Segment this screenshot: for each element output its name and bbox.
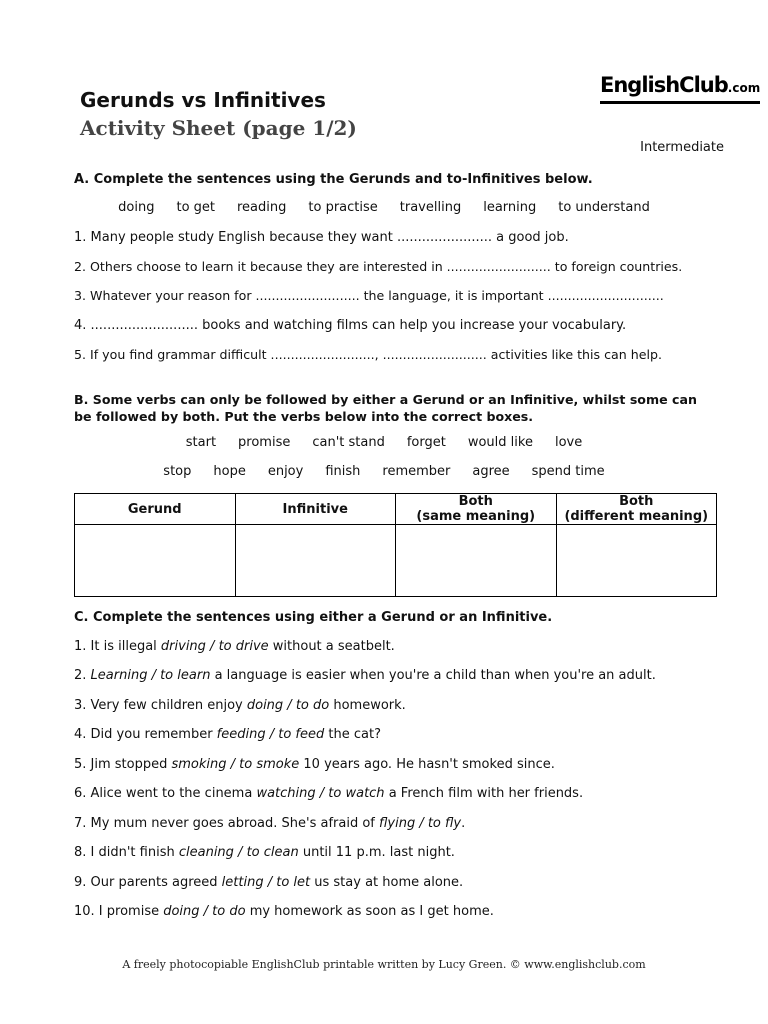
level-label: Intermediate: [640, 140, 724, 155]
page-subtitle: Activity Sheet (page 1/2): [80, 116, 357, 140]
verb-item: enjoy: [267, 464, 304, 479]
answer-options: letting / to let: [221, 875, 311, 890]
answer-options: smoking / to smoke: [171, 757, 300, 772]
footer-credit: A freely photocopiable EnglishClub printable written by Lucy Green. © www.englishclub.com: [122, 958, 646, 971]
section-c-sentence: 3. Very few children enjoy doing / to do homework.: [74, 698, 406, 713]
word-bank-item: reading: [237, 200, 287, 215]
section-c-sentence: 6. Alice went to the cinema watching / to watch a French film with her friends.: [74, 786, 584, 801]
page-title: Gerunds vs Infinitives: [80, 88, 326, 112]
section-c-sentence: 1. It is illegal driving / to drive without a seatbelt.: [74, 639, 395, 654]
section-a-sentence: 3. Whatever your reason for .......................... the language, it is important .............................: [74, 288, 664, 303]
verb-item: start: [185, 435, 217, 450]
section-c-sentence: 2. Learning / to learn a language is easier when you're a child than when you're an adult.: [74, 668, 656, 683]
section-c-heading: C. Complete the sentences using either a Gerund or an Infinitive.: [74, 610, 553, 625]
section-c-sentence: 10. I promise doing / to do my homework as soon as I get home.: [74, 904, 494, 919]
word-bank-item: travelling: [399, 200, 462, 215]
section-a-word-bank: [0, 200, 768, 215]
verb-item: stop: [163, 464, 192, 479]
answer-box-both-same[interactable]: [396, 525, 557, 597]
answer-options: flying / to fly: [379, 816, 462, 831]
section-b-word-bank-row1: [0, 435, 768, 450]
answer-options: watching / to watch: [256, 786, 385, 801]
word-bank-item: to practise: [308, 200, 378, 215]
section-c-sentence: 9. Our parents agreed letting / to let us stay at home alone.: [74, 875, 464, 890]
word-bank-item: to get: [176, 200, 215, 215]
verb-item: forget: [406, 435, 446, 450]
answer-box-infinitive[interactable]: [235, 525, 396, 597]
word-bank-item: to understand: [558, 200, 650, 215]
verb-sorting-table: [74, 493, 717, 597]
answer-options: driving / to drive: [160, 639, 269, 654]
column-header-infinitive: Infinitive: [235, 494, 396, 525]
column-header-both-same: Both (same meaning): [396, 494, 557, 525]
answer-options: Learning / to learn: [90, 668, 211, 683]
section-b-instruction-line: B. Some verbs can only be followed by either a Gerund or an Infinitive, whilst some can: [74, 392, 697, 407]
verb-item: spend time: [531, 464, 605, 479]
answer-options: doing / to do: [246, 698, 330, 713]
section-c-sentence: 8. I didn't finish cleaning / to clean until 11 p.m. last night.: [74, 845, 455, 860]
verb-item: agree: [472, 464, 510, 479]
answer-box-gerund[interactable]: [75, 525, 236, 597]
verb-item: promise: [238, 435, 291, 450]
verb-item: remember: [382, 464, 451, 479]
section-b-instruction-line: be followed by both. Put the verbs below into the correct boxes.: [74, 409, 534, 424]
section-a-sentence: 5. If you find grammar difficult .........................., .......................... activities like this can help.: [74, 347, 662, 362]
verb-item: would like: [467, 435, 533, 450]
column-header-both-different: Both (different meaning): [556, 494, 717, 525]
section-b-word-bank-row2: [0, 464, 768, 479]
column-header-gerund: Gerund: [75, 494, 236, 525]
table-row: [75, 525, 717, 597]
verb-item: can't stand: [312, 435, 385, 450]
word-bank-item: learning: [483, 200, 537, 215]
section-a-heading: A. Complete the sentences using the Gerunds and to-Infinitives below.: [74, 172, 593, 187]
answer-options: cleaning / to clean: [178, 845, 299, 860]
section-c-sentence: 5. Jim stopped smoking / to smoke 10 years ago. He hasn't smoked since.: [74, 757, 555, 772]
verb-item: finish: [325, 464, 361, 479]
answer-box-both-different[interactable]: [556, 525, 717, 597]
section-c-sentence: 7. My mum never goes abroad. She's afraid of flying / to fly.: [74, 816, 466, 831]
section-c-sentence: 4. Did you remember feeding / to feed the cat?: [74, 727, 381, 742]
englishclub-logo: [600, 72, 760, 104]
section-a-sentence: 4. .......................... books and watching films can help you increase your vocabulary.: [74, 318, 627, 333]
verb-item: hope: [213, 464, 246, 479]
logo-text: EnglishClub: [600, 73, 728, 97]
section-b-heading: [74, 391, 697, 425]
verb-item: love: [554, 435, 583, 450]
answer-options: doing / to do: [163, 904, 246, 919]
section-a-sentence: 2. Others choose to learn it because they are interested in .......................... to foreign countries.: [74, 259, 683, 274]
logo-suffix: .com: [727, 81, 761, 95]
section-a-sentence: 1. Many people study English because they want ....................... a good job.: [74, 230, 569, 245]
answer-options: feeding / to feed: [216, 727, 325, 742]
word-bank-item: doing: [118, 200, 155, 215]
table-header-row: [75, 494, 717, 525]
